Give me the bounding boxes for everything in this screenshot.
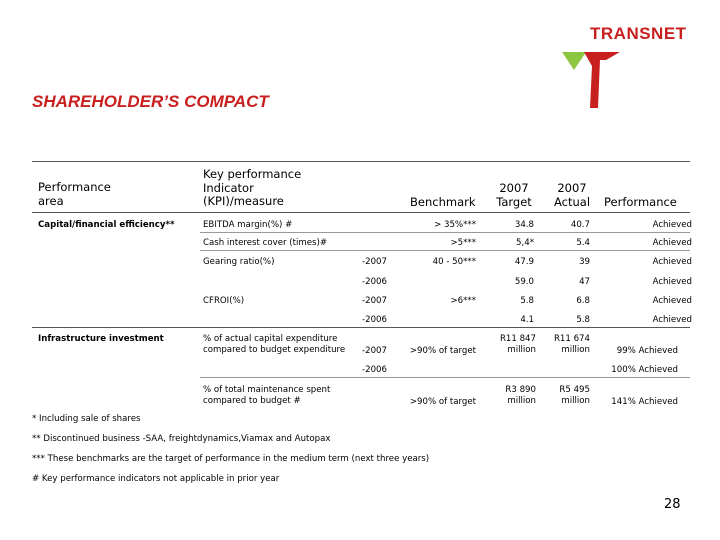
perf-capex-2006: 100% Achieved bbox=[611, 365, 678, 375]
perf-gearing-2006: Achieved bbox=[652, 277, 692, 287]
year-gearing-2007: -2007 bbox=[362, 257, 387, 267]
actual-cfroi-2007: 6.8 bbox=[576, 296, 590, 306]
kpi-cash-interest: Cash interest cover (times)# bbox=[203, 238, 328, 248]
row-divider bbox=[200, 232, 690, 233]
footnote-3: *** These benchmarks are the target of performance in the medium term (next three years) bbox=[32, 454, 430, 464]
perf-maintenance: 141% Achieved bbox=[611, 397, 678, 407]
page-title: SHAREHOLDER’S COMPACT bbox=[32, 92, 269, 111]
logo-red-shape bbox=[584, 52, 620, 108]
row-divider bbox=[200, 250, 690, 251]
header-benchmark: Benchmark bbox=[410, 195, 476, 209]
footnote-1: * Including sale of shares bbox=[32, 414, 141, 424]
benchmark-capex: >90% of target bbox=[409, 346, 476, 356]
perf-gearing-2007: Achieved bbox=[652, 257, 692, 267]
header-bottom-rule bbox=[32, 212, 690, 213]
header-actual: 2007 Actual bbox=[553, 181, 591, 209]
footnote-4: # Key performance indicators not applicable in prior year bbox=[32, 474, 280, 484]
page-number: 28 bbox=[664, 497, 681, 512]
company-logo-icon bbox=[560, 52, 620, 110]
actual-cash-interest: 5.4 bbox=[576, 238, 590, 248]
footnote-2: ** Discontinued business -SAA, freightdynamics,Viamax and Autopax bbox=[32, 434, 331, 444]
actual-gearing-2007: 39 bbox=[579, 257, 590, 267]
kpi-capex: % of actual capital expenditure compared to budget expenditure bbox=[203, 334, 346, 355]
kpi-gearing: Gearing ratio(%) bbox=[203, 257, 275, 267]
header-area: Performance area bbox=[38, 180, 111, 208]
company-logo-text: TRANSNET bbox=[590, 24, 687, 43]
target-capex: R11 847 million bbox=[499, 334, 536, 355]
area-infrastructure: Infrastructure investment bbox=[38, 334, 164, 344]
kpi-cfroi: CFROI(%) bbox=[203, 296, 245, 306]
table-top-rule bbox=[32, 161, 690, 162]
target-gearing-2006: 59.0 bbox=[514, 277, 534, 287]
actual-ebitda: 40.7 bbox=[570, 220, 590, 230]
year-cfroi-2007: -2007 bbox=[362, 296, 387, 306]
area-capital-efficiency: Capital/financial efficiency** bbox=[38, 220, 175, 230]
actual-gearing-2006: 47 bbox=[579, 277, 590, 287]
benchmark-maintenance: >90% of target bbox=[409, 397, 476, 407]
target-maintenance: R3 890 million bbox=[505, 385, 536, 406]
perf-ebitda: Achieved bbox=[652, 220, 692, 230]
header-performance: Performance bbox=[604, 195, 677, 209]
benchmark-gearing: 40 - 50*** bbox=[432, 257, 476, 267]
target-cash-interest: 5,4* bbox=[516, 238, 534, 248]
perf-cfroi-2007: Achieved bbox=[652, 296, 692, 306]
perf-cfroi-2006: Achieved bbox=[652, 315, 692, 325]
header-kpi: Key performance Indicator (KPI)/measure bbox=[203, 167, 302, 208]
actual-capex: R11 674 million bbox=[553, 334, 590, 355]
year-capex-2006: -2006 bbox=[362, 365, 387, 375]
perf-cash-interest: Achieved bbox=[652, 238, 692, 248]
target-cfroi-2007: 5.8 bbox=[520, 296, 534, 306]
benchmark-ebitda: > 35%*** bbox=[434, 220, 476, 230]
header-target: 2007 Target bbox=[496, 181, 532, 209]
target-cfroi-2006: 4.1 bbox=[520, 315, 534, 325]
year-cfroi-2006: -2006 bbox=[362, 315, 387, 325]
logo-green-triangle bbox=[562, 52, 586, 70]
benchmark-cash-interest: >5*** bbox=[450, 238, 476, 248]
target-ebitda: 34.8 bbox=[514, 220, 534, 230]
section-divider bbox=[32, 327, 690, 328]
perf-capex-2007: 99% Achieved bbox=[616, 346, 678, 356]
kpi-ebitda: EBITDA margin(%) # bbox=[203, 220, 293, 230]
row-divider bbox=[200, 377, 690, 378]
actual-cfroi-2006: 5.8 bbox=[576, 315, 590, 325]
benchmark-cfroi: >6*** bbox=[450, 296, 476, 306]
year-capex-2007: -2007 bbox=[362, 346, 387, 356]
target-gearing-2007: 47.9 bbox=[514, 257, 534, 267]
kpi-maintenance: % of total maintenance spent compared to budget # bbox=[203, 385, 331, 406]
actual-maintenance: R5 495 million bbox=[559, 385, 590, 406]
year-gearing-2006: -2006 bbox=[362, 277, 387, 287]
